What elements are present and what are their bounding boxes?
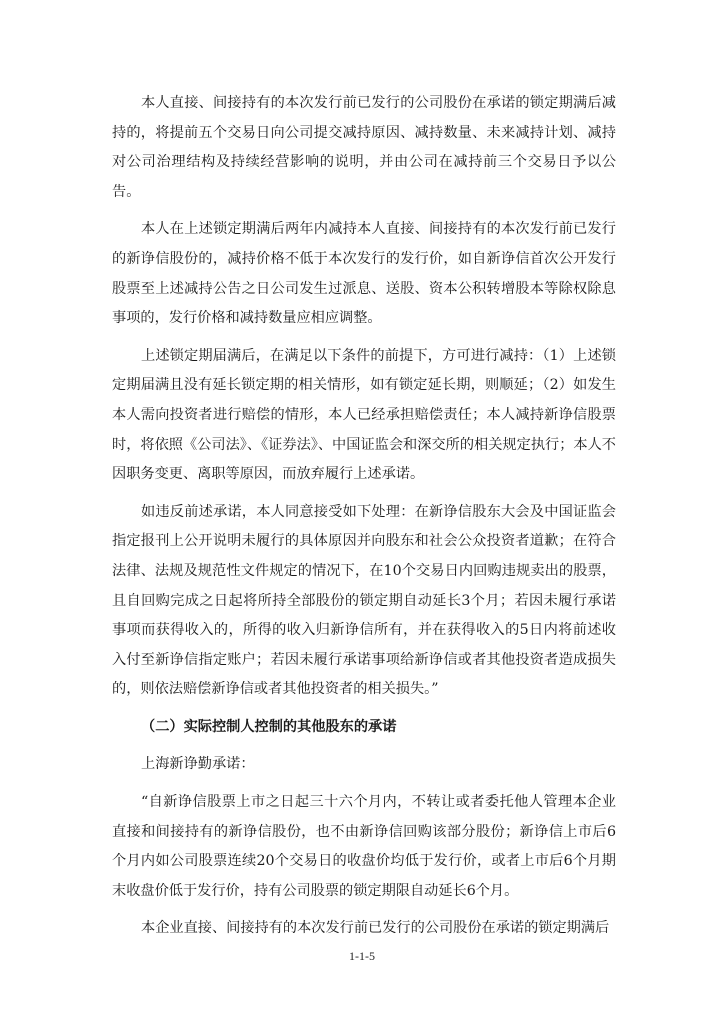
paragraph-reduction-price: 本人在上述锁定期满后两年内减持本人直接、间接持有的本次发行前已发行的新诤信股份的，减持价格不低于本次发行的发行价，如自新诤信首次公开发行股票至上述减持公告之日公司发生过派息、送股、资本公积转增股本等除权除息事项的，发行价格和减持数量应相应调整。 bbox=[112, 221, 616, 327]
document-body bbox=[112, 89, 616, 944]
paragraph-commitment-party: 上海新诤勤承诺： bbox=[141, 756, 255, 773]
section-heading: （二）实际控制人控制的其他股东的承诺 bbox=[141, 718, 397, 735]
paragraph-continued: 本企业直接、间接持有的本次发行前已发行的公司股份在承诺的锁定期满后 bbox=[141, 920, 610, 937]
paragraph-lockup-commitment: “自新诤信股票上市之日起三十六个月内，不转让或者委托他人管理本企业直接和间接持有的新诤信股份，也不由新诤信回购该部分股份；新诤信上市后6个月内如公司股票连续20个交易日的收盘价均低于发行价，或者上市后6个月期末收盘价低于发行价，持有公司股票的锁定期限自动延长6个月。 bbox=[112, 794, 616, 899]
page-number: 1-1-5 bbox=[349, 949, 375, 963]
paragraph-reduction-notice: 本人直接、间接持有的本次发行前已发行的公司股份在承诺的锁定期满后减持的，将提前五个交易日向公司提交减持原因、减持数量、未来减持计划、减持对公司治理结构及持续经营影响的说明，并由公司在减持前三个交易日予以公告。 bbox=[112, 95, 616, 200]
paragraph-reduction-conditions: 上述锁定期届满后，在满足以下条件的前提下，方可进行减持：（1）上述锁定期届满且没有延长锁定期的相关情形，如有锁定延长期，则顺延；（2）如发生本人需向投资者进行赔偿的情形，本人已经承担赔偿责任；本人减持新诤信股票时，将依照《公司法》、《证券法》、中国证监会和深交所的相关规定执行；本人不因职务变更、离职等原因，而放弃履行上述承诺。 bbox=[112, 347, 616, 483]
paragraph-violation-handling: 如违反前述承诺，本人同意接受如下处理：在新诤信股东大会及中国证监会指定报刊上公开说明未履行的具体原因并向股东和社会公众投资者道歉；在符合法律、法规及规范性文件规定的情况下，在10个交易日内回购违规卖出的股票，且自回购完成之日起将所持全部股份的锁定期自动延长3个月；若因未履行承诺事项而获得收入的，所得的收入归新诤信所有，并在获得收入的5日内将前述收入付至新诤信指定账户；若因未履行承诺事项给新诤信或者其他投资者造成损失的，则依法赔偿新诤信或者其他投资者的相关损失。” bbox=[112, 503, 616, 698]
